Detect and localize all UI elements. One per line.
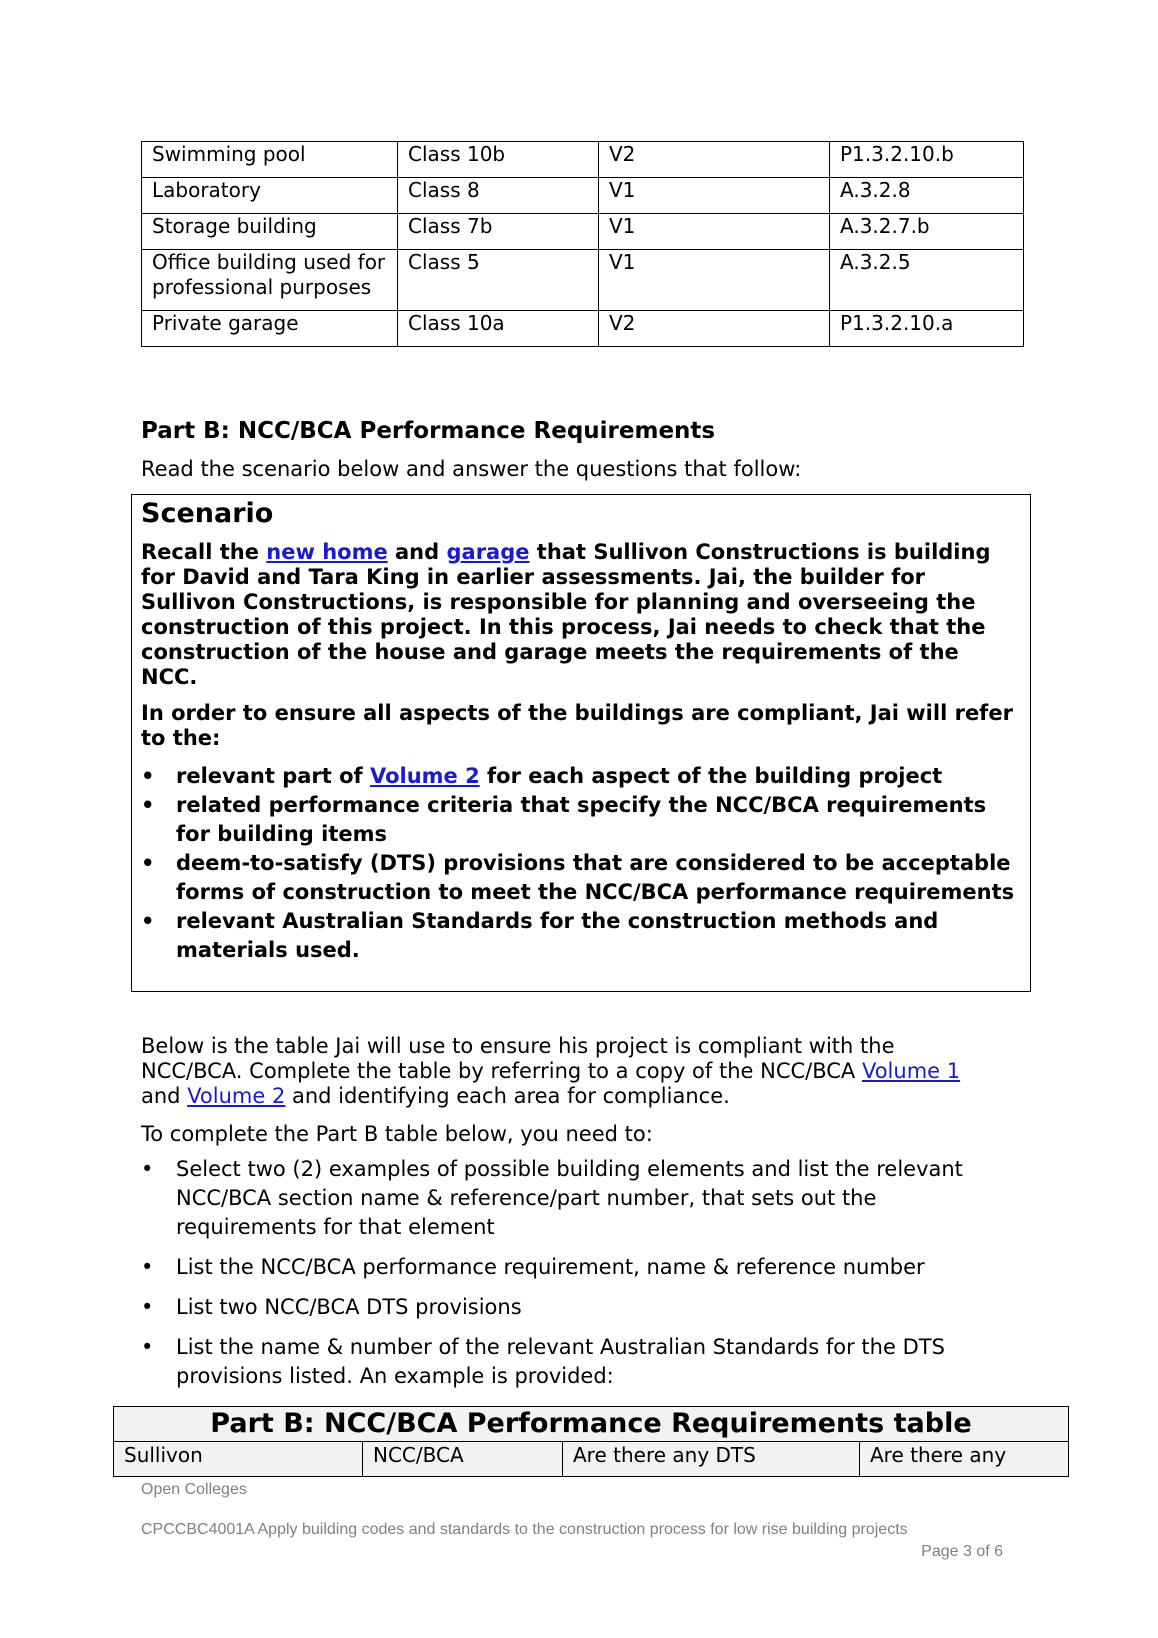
table-cell: Swimming pool	[142, 142, 398, 178]
bullet-icon: •	[141, 851, 155, 875]
table-cell: V1	[599, 250, 830, 311]
volume-1-link[interactable]: Volume 1	[861, 1059, 961, 1083]
text: Below is the table Jai will use to ensure his project is compliant with the NCC/BCA. Complete the table by referring to a copy of the NCC/BCA	[141, 1034, 895, 1083]
column-header: NCC/BCA	[363, 1442, 563, 1477]
text: List the NCC/BCA performance requirement, name & reference number	[176, 1255, 925, 1279]
performance-requirements-table	[113, 1406, 1069, 1477]
bullet-icon: •	[141, 909, 155, 933]
table-title-row	[114, 1407, 1069, 1442]
table-header-row	[114, 1442, 1069, 1477]
text: and identifying each area for compliance.	[285, 1084, 730, 1108]
table-row	[142, 214, 1024, 250]
list-item	[141, 1293, 1001, 1322]
table-cell: Class 8	[398, 178, 599, 214]
scenario-title: Scenario	[141, 498, 274, 529]
table-cell: Storage building	[142, 214, 398, 250]
table-title: Part B: NCC/BCA Performance Requirements table	[114, 1407, 1069, 1442]
list-item	[141, 1155, 1001, 1242]
building-class-table	[141, 141, 1024, 347]
scenario-list	[141, 762, 1021, 965]
text: and	[387, 540, 447, 564]
page-number: Page 3 of 6	[921, 1543, 1003, 1560]
column-header: Are there any	[860, 1442, 1069, 1477]
bullet-icon: •	[141, 1295, 154, 1319]
text: Recall the	[141, 540, 267, 564]
text: for each aspect of the building project	[479, 764, 943, 788]
instructions-paragraph	[141, 1034, 1001, 1109]
scenario-paragraph: In order to ensure all aspects of the buildings are compliant, Jai will refer to the:	[141, 701, 1013, 750]
intro-text: Read the scenario below and answer the questions that follow:	[141, 457, 802, 481]
garage-link[interactable]: garage	[446, 540, 530, 564]
section-heading: Part B: NCC/BCA Performance Requirements	[141, 418, 716, 444]
table-cell: V1	[599, 214, 830, 250]
table-cell: Class 5	[398, 250, 599, 311]
table-row	[142, 178, 1024, 214]
bullet-icon: •	[141, 1335, 154, 1359]
table-row	[142, 250, 1024, 311]
table-cell: P1.3.2.10.a	[830, 311, 1024, 347]
list-item	[141, 791, 1021, 849]
footer-organization: Open Colleges	[141, 1481, 247, 1498]
list-item	[141, 849, 1021, 907]
text: relevant Australian Standards for the construction methods and materials used.	[176, 909, 939, 962]
text: relevant part of	[176, 764, 370, 788]
list-item	[141, 1253, 1001, 1282]
table-cell: P1.3.2.10.b	[830, 142, 1024, 178]
table-cell: A.3.2.8	[830, 178, 1024, 214]
table-cell: Private garage	[142, 311, 398, 347]
text: List the name & number of the relevant Australian Standards for the DTS provisions listed. An example is provided:	[176, 1335, 945, 1388]
text: List two NCC/BCA DTS provisions	[176, 1295, 522, 1319]
column-header: Are there any DTS	[563, 1442, 860, 1477]
bullet-icon: •	[141, 793, 155, 817]
table-cell: A.3.2.5	[830, 250, 1024, 311]
new-home-link[interactable]: new home	[266, 540, 388, 564]
table-cell: Office building used for professional purposes	[142, 250, 398, 311]
instructions-lead: To complete the Part B table below, you need to:	[141, 1122, 653, 1146]
table-cell: Class 7b	[398, 214, 599, 250]
footer-course-title: CPCCBC4001A Apply building codes and standards to the construction process for low rise building projects	[141, 1521, 908, 1538]
volume-2-link[interactable]: Volume 2	[369, 764, 480, 788]
bullet-icon: •	[141, 1157, 154, 1181]
table-cell: V2	[599, 311, 830, 347]
text: deem-to-satisfy (DTS) provisions that are considered to be acceptable forms of construction to meet the NCC/BCA performance requirements	[176, 851, 1015, 904]
table-row	[142, 311, 1024, 347]
table-cell: A.3.2.7.b	[830, 214, 1024, 250]
text: and	[141, 1084, 188, 1108]
list-item	[141, 1333, 1001, 1391]
text: Select two (2) examples of possible building elements and list the relevant NCC/BCA section name & reference/part number, that sets out the requirements for that element	[176, 1157, 963, 1239]
column-header: Sullivon	[114, 1442, 363, 1477]
bullet-icon: •	[141, 764, 155, 788]
table-cell: Laboratory	[142, 178, 398, 214]
text: that Sullivon Constructions is building for David and Tara King in earlier assessments. Jai, the builder for Sullivon Constructions, is responsible for planning and overseeing the construction of this project. In this process, Jai needs to check that the construction of the house and garage meets the requirements of the NCC.	[141, 540, 991, 689]
list-item	[141, 907, 1021, 965]
volume-2-link[interactable]: Volume 2	[187, 1084, 286, 1108]
table-cell: Class 10b	[398, 142, 599, 178]
table-cell: Class 10a	[398, 311, 599, 347]
steps-list	[141, 1155, 1001, 1402]
scenario-box	[131, 494, 1031, 992]
table-cell: V2	[599, 142, 830, 178]
text: related performance criteria that specify the NCC/BCA requirements for building items	[176, 793, 987, 846]
scenario-paragraph	[141, 540, 1021, 690]
table-cell: V1	[599, 178, 830, 214]
list-item	[141, 762, 1021, 791]
bullet-icon: •	[141, 1255, 154, 1279]
table-row	[142, 142, 1024, 178]
